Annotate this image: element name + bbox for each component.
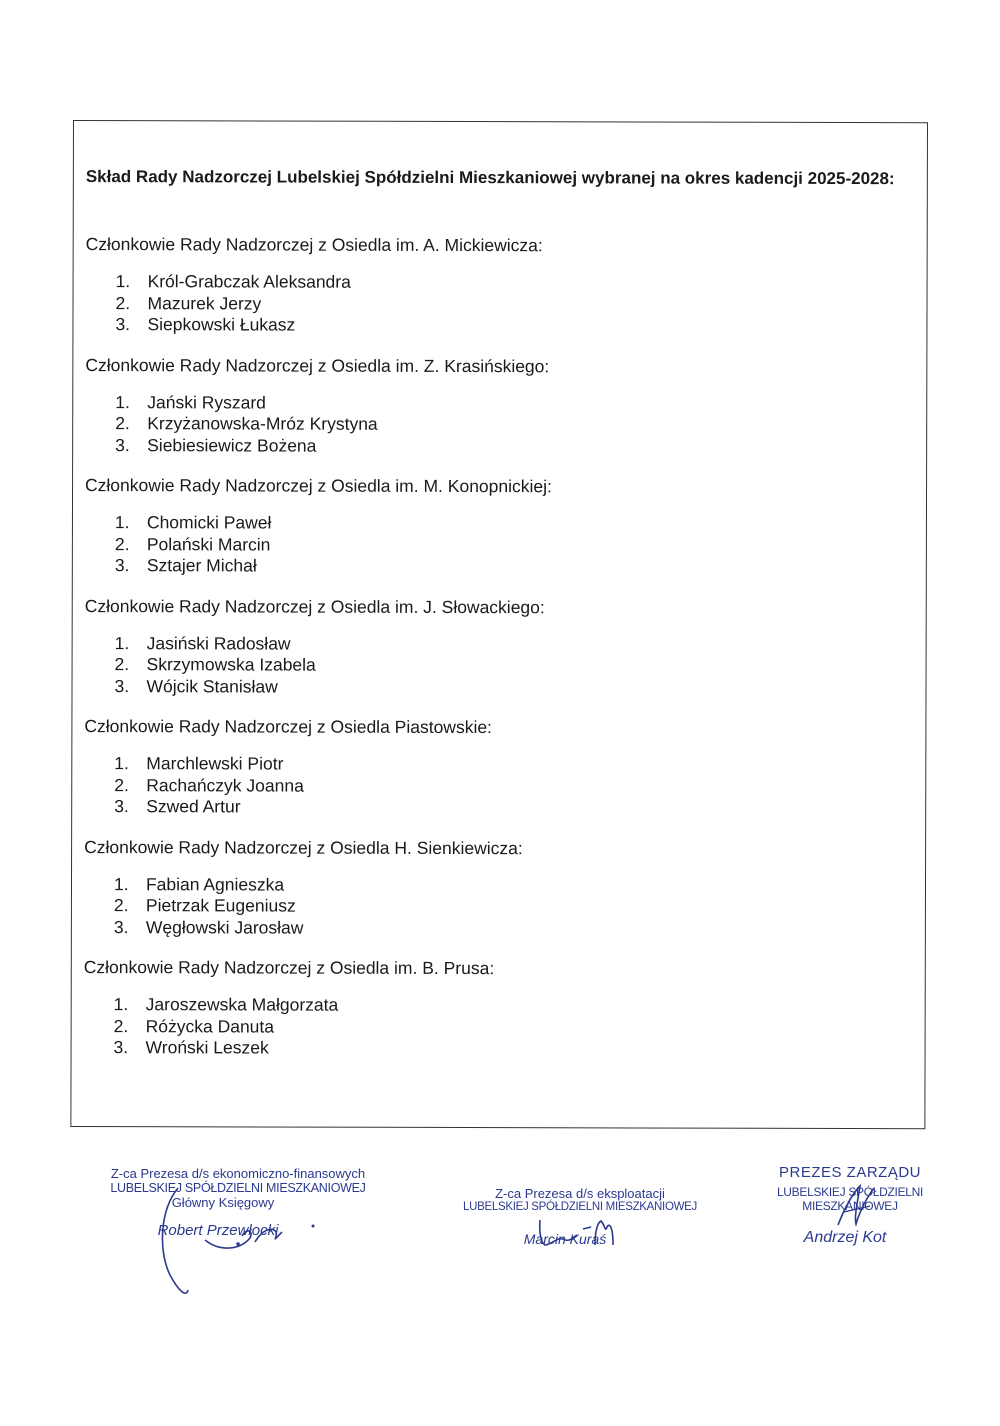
stamp-role: PREZES ZARZĄDU (778, 1164, 921, 1181)
member-number: 3. (113, 1037, 129, 1058)
section-heading: Członkowie Rady Nadzorczej z Osiedla im. M. Konopnickiej: (85, 475, 552, 497)
member-list (85, 271, 905, 338)
council-section (84, 713, 904, 820)
member-number: 2. (115, 413, 130, 434)
member-list (84, 874, 904, 941)
member-number: 1. (114, 753, 129, 774)
handwritten-signature-left (150, 1180, 350, 1320)
member-name: Skrzymowska Izabela (146, 654, 316, 675)
member-item (85, 435, 905, 459)
member-list (85, 512, 905, 579)
handwritten-signature-middle (535, 1215, 655, 1265)
member-name: Mazurek Jerzy (147, 292, 262, 313)
member-item (85, 633, 905, 657)
handwritten-signature-right (830, 1180, 890, 1240)
section-heading: Członkowie Rady Nadzorczej z Osiedla im. B. Prusa: (83, 957, 495, 979)
member-item (84, 753, 904, 777)
council-section (85, 352, 905, 459)
member-name: Fabian Agnieszka (145, 873, 285, 895)
member-number: 2. (115, 292, 131, 313)
member-number: 1. (114, 512, 130, 533)
member-number: 3. (114, 796, 129, 817)
stamp-organization: LUBELSKIEJ SPÓŁDZIELNI MIESZKANIOWEJ (463, 1201, 697, 1213)
member-item (84, 1016, 904, 1040)
member-item (84, 994, 904, 1018)
member-item (85, 555, 905, 579)
section-heading: Członkowie Rady Nadzorczej z Osiedla im. Z. Krasińskiego: (85, 354, 550, 376)
member-number: 2. (114, 654, 130, 675)
section-heading: Członkowie Rady Nadzorczej z Osiedla im. J. Słowackiego: (84, 595, 545, 617)
document-frame (70, 120, 928, 1129)
stamp-organization: LUBELSKIEJ SPÓŁDZIELNI MIESZKANIOWEJ (110, 1181, 366, 1195)
council-section (85, 472, 905, 579)
member-name: Jasiński Radosław (146, 632, 291, 654)
member-item (85, 314, 905, 338)
member-item (84, 775, 904, 799)
member-name: Siepkowski Łukasz (147, 314, 296, 335)
member-list (85, 392, 905, 459)
member-name: Pietrzak Eugeniusz (145, 895, 296, 916)
member-name: Rachańczyk Joanna (146, 774, 304, 796)
council-section (84, 593, 904, 700)
member-item (85, 392, 905, 416)
member-name: Krzyżanowska-Mróz Krystyna (147, 413, 378, 434)
member-name: Szwed Artur (146, 796, 241, 817)
section-heading: Członkowie Rady Nadzorczej z Osiedla Piastowskie: (84, 716, 492, 738)
document-title: Skład Rady Nadzorczej Lubelskiej Spółdzielni Mieszkaniowej wybranej na okres kadencji 2025-2028: (85, 167, 895, 189)
stamp-role: Z-ca Prezesa d/s eksploatacji (495, 1186, 665, 1201)
member-name: Wroński Leszek (145, 1037, 269, 1058)
stamp-name: Andrzej Kot (803, 1229, 887, 1246)
section-heading: Członkowie Rady Nadzorczej z Osiedla H. Sienkiewicza: (84, 836, 523, 858)
member-item (85, 293, 905, 317)
stamp-name: Robert Przewłocki (157, 1222, 279, 1239)
member-name: Jaroszewska Małgorzata (145, 994, 339, 1015)
member-item (84, 676, 904, 700)
member-list (84, 994, 904, 1061)
member-number: 1. (113, 873, 129, 894)
member-item (84, 796, 904, 820)
member-name: Węgłowski Jarosław (145, 916, 304, 938)
stamp-role: Z-ca Prezesa d/s ekonomiczno-finansowych (110, 1166, 366, 1181)
member-number: 2. (113, 1015, 129, 1036)
member-number: 3. (113, 916, 129, 937)
member-number: 2. (114, 533, 130, 554)
member-number: 3. (114, 675, 130, 696)
member-name: Wójcik Stanisław (146, 675, 278, 697)
member-number: 1. (115, 391, 130, 412)
member-item (84, 1037, 904, 1061)
member-name: Sztajer Michał (146, 555, 257, 576)
member-item (84, 874, 904, 898)
stamp-name: Marcin Kuraś (523, 1231, 607, 1247)
member-number: 2. (114, 774, 129, 795)
member-number: 2. (113, 895, 129, 916)
section-heading: Członkowie Rady Nadzorczej z Osiedla im. A. Mickiewicza: (85, 234, 543, 256)
member-item (85, 413, 905, 437)
member-list (84, 753, 904, 820)
member-number: 3. (115, 314, 131, 335)
member-name: Chomicki Paweł (146, 512, 272, 533)
member-number: 1. (114, 632, 130, 653)
member-number: 1. (113, 994, 129, 1015)
member-list (84, 633, 904, 700)
member-number: 3. (114, 555, 130, 576)
member-item (84, 895, 904, 919)
stamp-subrole: Główny Księgowy (171, 1195, 275, 1210)
member-name: Marchlewski Piotr (146, 753, 284, 774)
stamp-organization: LUBELSKIEJ SPÓŁDZIELNI MIESZKANIOWEJ (776, 1185, 924, 1213)
member-name: Polański Marcin (146, 533, 271, 555)
member-number: 3. (115, 434, 130, 455)
member-item (84, 917, 904, 941)
council-section (84, 834, 904, 941)
member-item (85, 534, 905, 558)
member-name: Różycka Danuta (145, 1015, 275, 1037)
member-number: 1. (115, 271, 131, 292)
council-section (84, 954, 904, 1061)
council-section (85, 231, 905, 338)
member-item (85, 512, 905, 536)
member-item (86, 271, 906, 295)
sections-list (84, 231, 906, 1077)
member-item (85, 654, 905, 678)
member-name: Król-Grabczak Aleksandra (147, 271, 351, 292)
member-name: Siebiesiewicz Bożena (147, 434, 317, 456)
member-name: Jański Ryszard (147, 391, 266, 413)
